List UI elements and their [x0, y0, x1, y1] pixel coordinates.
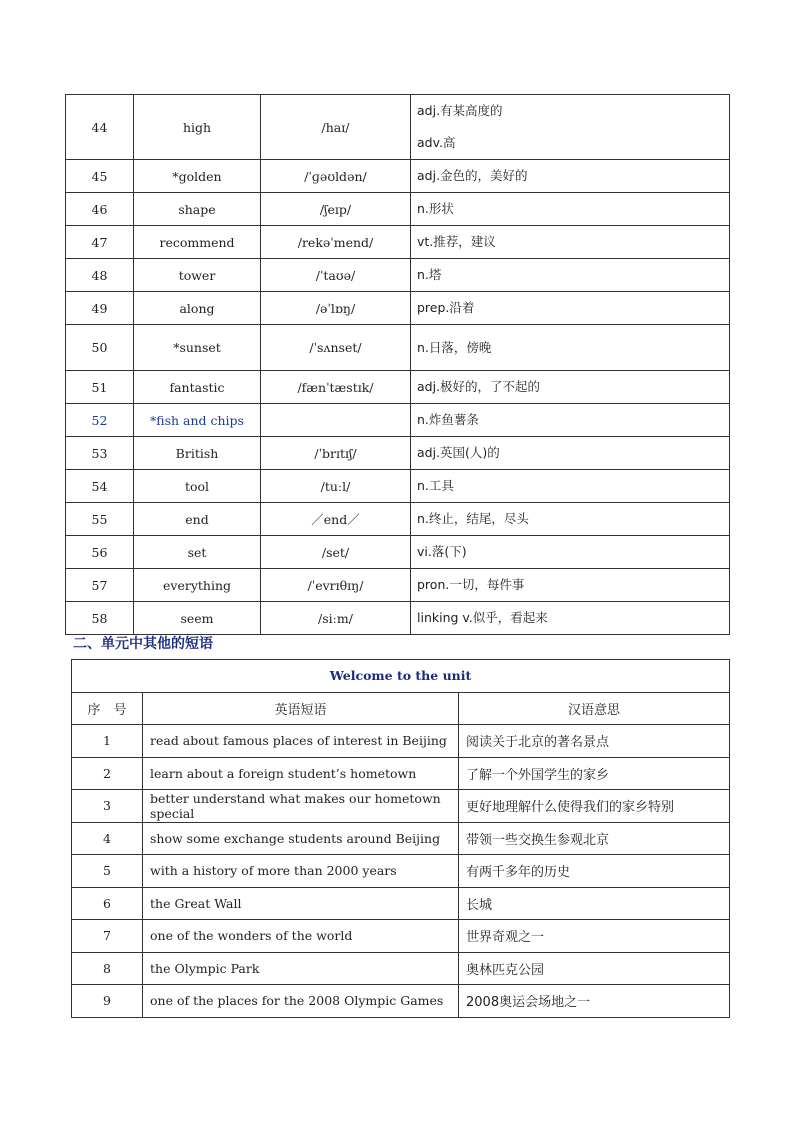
vocab-row [66, 602, 730, 635]
phrase-chinese: 奥林匹克公园 [459, 952, 730, 985]
vocab-word: seem [134, 602, 261, 635]
vocab-row [66, 226, 730, 259]
vocab-word: high [134, 95, 261, 160]
vocab-meaning [411, 292, 730, 325]
vocab-meaning [411, 437, 730, 470]
phrase-english: better understand what makes our hometown special [143, 790, 459, 823]
phrases-title-row [72, 660, 730, 693]
vocab-number: 55 [66, 503, 134, 536]
vocab-word: *golden [134, 160, 261, 193]
phrases-table-body [72, 660, 730, 1018]
phrase-index: 9 [72, 985, 143, 1018]
phrase-english: with a history of more than 2000 years [143, 855, 459, 888]
vocab-meaning-line: adj.金色的，美好的 [417, 168, 528, 183]
vocab-word: *fish and chips [134, 404, 261, 437]
phrase-row [72, 887, 730, 920]
vocab-word: British [134, 437, 261, 470]
phrase-index: 1 [72, 725, 143, 758]
vocab-word: tool [134, 470, 261, 503]
vocab-meaning-line: adj.有某高度的 [417, 103, 503, 118]
vocab-phonetic: /tuːl/ [261, 470, 411, 503]
vocab-row [66, 325, 730, 371]
vocab-phonetic: /ˈɡəʊldən/ [261, 160, 411, 193]
vocab-row [66, 259, 730, 292]
phrase-index: 7 [72, 920, 143, 953]
vocab-meaning-line: n.日落，傍晚 [417, 339, 492, 355]
vocab-word: set [134, 536, 261, 569]
vocab-number: 50 [66, 325, 134, 371]
vocab-meaning-line: n.炸鱼薯条 [417, 412, 479, 427]
phrase-row [72, 855, 730, 888]
vocab-number: 57 [66, 569, 134, 602]
vocab-word: fantastic [134, 371, 261, 404]
phrase-row [72, 920, 730, 953]
vocab-meaning [411, 193, 730, 226]
vocabulary-table-body [66, 95, 730, 635]
phrase-chinese: 了解一个外国学生的家乡 [459, 757, 730, 790]
vocab-phonetic: /rekəˈmend/ [261, 226, 411, 259]
vocab-meaning-line: n.塔 [417, 267, 442, 282]
vocab-phonetic: /ˈtaʊə/ [261, 259, 411, 292]
column-header-english: 英语短语 [143, 692, 459, 725]
vocab-meaning-line: adj.极好的，了不起的 [417, 379, 541, 394]
phrase-english: read about famous places of interest in Beijing [143, 725, 459, 758]
phrase-row [72, 985, 730, 1018]
vocab-meaning-line: adv.高 [417, 135, 456, 150]
vocab-meaning [411, 470, 730, 503]
vocab-row [66, 371, 730, 404]
vocab-meaning-line: n.终止，结尾，尽头 [417, 511, 529, 526]
vocab-meaning [411, 404, 730, 437]
vocab-phonetic: /ʃeɪp/ [261, 193, 411, 226]
vocab-number: 53 [66, 437, 134, 470]
vocab-meaning [411, 95, 730, 160]
phrase-chinese: 带领一些交换生参观北京 [459, 822, 730, 855]
vocab-word: end [134, 503, 261, 536]
vocab-row [66, 503, 730, 536]
vocab-row [66, 470, 730, 503]
vocab-number: 56 [66, 536, 134, 569]
vocab-word: recommend [134, 226, 261, 259]
phrase-chinese: 更好地理解什么使得我们的家乡特别 [459, 790, 730, 823]
vocab-phonetic: /ˈsʌnset/ [261, 325, 411, 371]
vocab-phonetic: /fænˈtæstɪk/ [261, 371, 411, 404]
phrase-english: the Olympic Park [143, 952, 459, 985]
phrase-row [72, 790, 730, 823]
vocab-meaning [411, 160, 730, 193]
vocab-meaning [411, 503, 730, 536]
phrase-chinese: 世界奇观之一 [459, 920, 730, 953]
vocab-phonetic: /haɪ/ [261, 95, 411, 160]
vocab-meaning [411, 371, 730, 404]
vocab-word: shape [134, 193, 261, 226]
vocab-number: 52 [66, 404, 134, 437]
phrase-chinese: 有两千多年的历史 [459, 855, 730, 888]
vocab-number: 46 [66, 193, 134, 226]
vocab-meaning-line: adj.英国(人)的 [417, 445, 500, 460]
vocab-meaning [411, 569, 730, 602]
vocab-number: 51 [66, 371, 134, 404]
phrase-row [72, 757, 730, 790]
vocab-number: 54 [66, 470, 134, 503]
phrase-index: 4 [72, 822, 143, 855]
phrase-index: 2 [72, 757, 143, 790]
vocab-row [66, 160, 730, 193]
vocab-number: 58 [66, 602, 134, 635]
vocab-phonetic: /ˈbrɪtɪʃ/ [261, 437, 411, 470]
phrase-chinese: 长城 [459, 887, 730, 920]
phrase-english: learn about a foreign student’s hometown [143, 757, 459, 790]
vocab-number: 48 [66, 259, 134, 292]
vocab-meaning [411, 536, 730, 569]
vocab-row [66, 193, 730, 226]
vocab-number: 47 [66, 226, 134, 259]
vocab-word: tower [134, 259, 261, 292]
vocabulary-table [65, 94, 730, 635]
vocab-number: 45 [66, 160, 134, 193]
vocab-row [66, 536, 730, 569]
vocab-meaning-line: n.工具 [417, 478, 454, 493]
vocab-meaning-line: vi.落(下) [417, 544, 467, 559]
column-header-index: 序 号 [72, 692, 143, 725]
vocab-word: along [134, 292, 261, 325]
vocab-word: *sunset [134, 325, 261, 371]
vocab-phonetic: ／end／ [261, 503, 411, 536]
vocab-word: everything [134, 569, 261, 602]
phrase-chinese: 2008奥运会场地之一 [459, 985, 730, 1018]
vocab-row [66, 404, 730, 437]
phrase-index: 6 [72, 887, 143, 920]
phrase-row [72, 822, 730, 855]
vocab-meaning [411, 226, 730, 259]
vocab-row [66, 569, 730, 602]
phrase-index: 8 [72, 952, 143, 985]
phrase-english: one of the places for the 2008 Olympic Games [143, 985, 459, 1018]
phrases-table-title: Welcome to the unit [72, 660, 730, 693]
vocab-row [66, 437, 730, 470]
vocab-meaning-line: vt.推荐，建议 [417, 234, 496, 249]
vocab-row [66, 95, 730, 160]
phrase-index: 5 [72, 855, 143, 888]
vocab-row [66, 292, 730, 325]
vocab-meaning [411, 602, 730, 635]
phrase-english: show some exchange students around Beijing [143, 822, 459, 855]
vocab-meaning-line: linking v.似乎，看起来 [417, 610, 548, 625]
vocab-phonetic: /əˈlɒŋ/ [261, 292, 411, 325]
phrase-index: 3 [72, 790, 143, 823]
vocab-meaning [411, 259, 730, 292]
phrases-header-row [72, 692, 730, 725]
vocab-number: 44 [66, 95, 134, 160]
vocab-phonetic: /ˈevrɪθɪŋ/ [261, 569, 411, 602]
phrases-table [71, 659, 730, 1018]
phrase-english: one of the wonders of the world [143, 920, 459, 953]
phrase-row [72, 725, 730, 758]
column-header-chinese: 汉语意思 [459, 692, 730, 725]
vocab-phonetic: /siːm/ [261, 602, 411, 635]
phrase-english: the Great Wall [143, 887, 459, 920]
section-heading: 二、单元中其他的短语 [73, 636, 213, 652]
vocab-number: 49 [66, 292, 134, 325]
vocab-meaning-line: prep.沿着 [417, 300, 475, 315]
phrase-row [72, 952, 730, 985]
vocab-meaning [411, 325, 730, 371]
vocab-meaning-line: pron.一切，每件事 [417, 577, 525, 592]
vocab-phonetic [261, 404, 411, 437]
vocab-meaning-line: n.形状 [417, 201, 454, 216]
vocab-phonetic: /set/ [261, 536, 411, 569]
phrase-chinese: 阅读关于北京的著名景点 [459, 725, 730, 758]
